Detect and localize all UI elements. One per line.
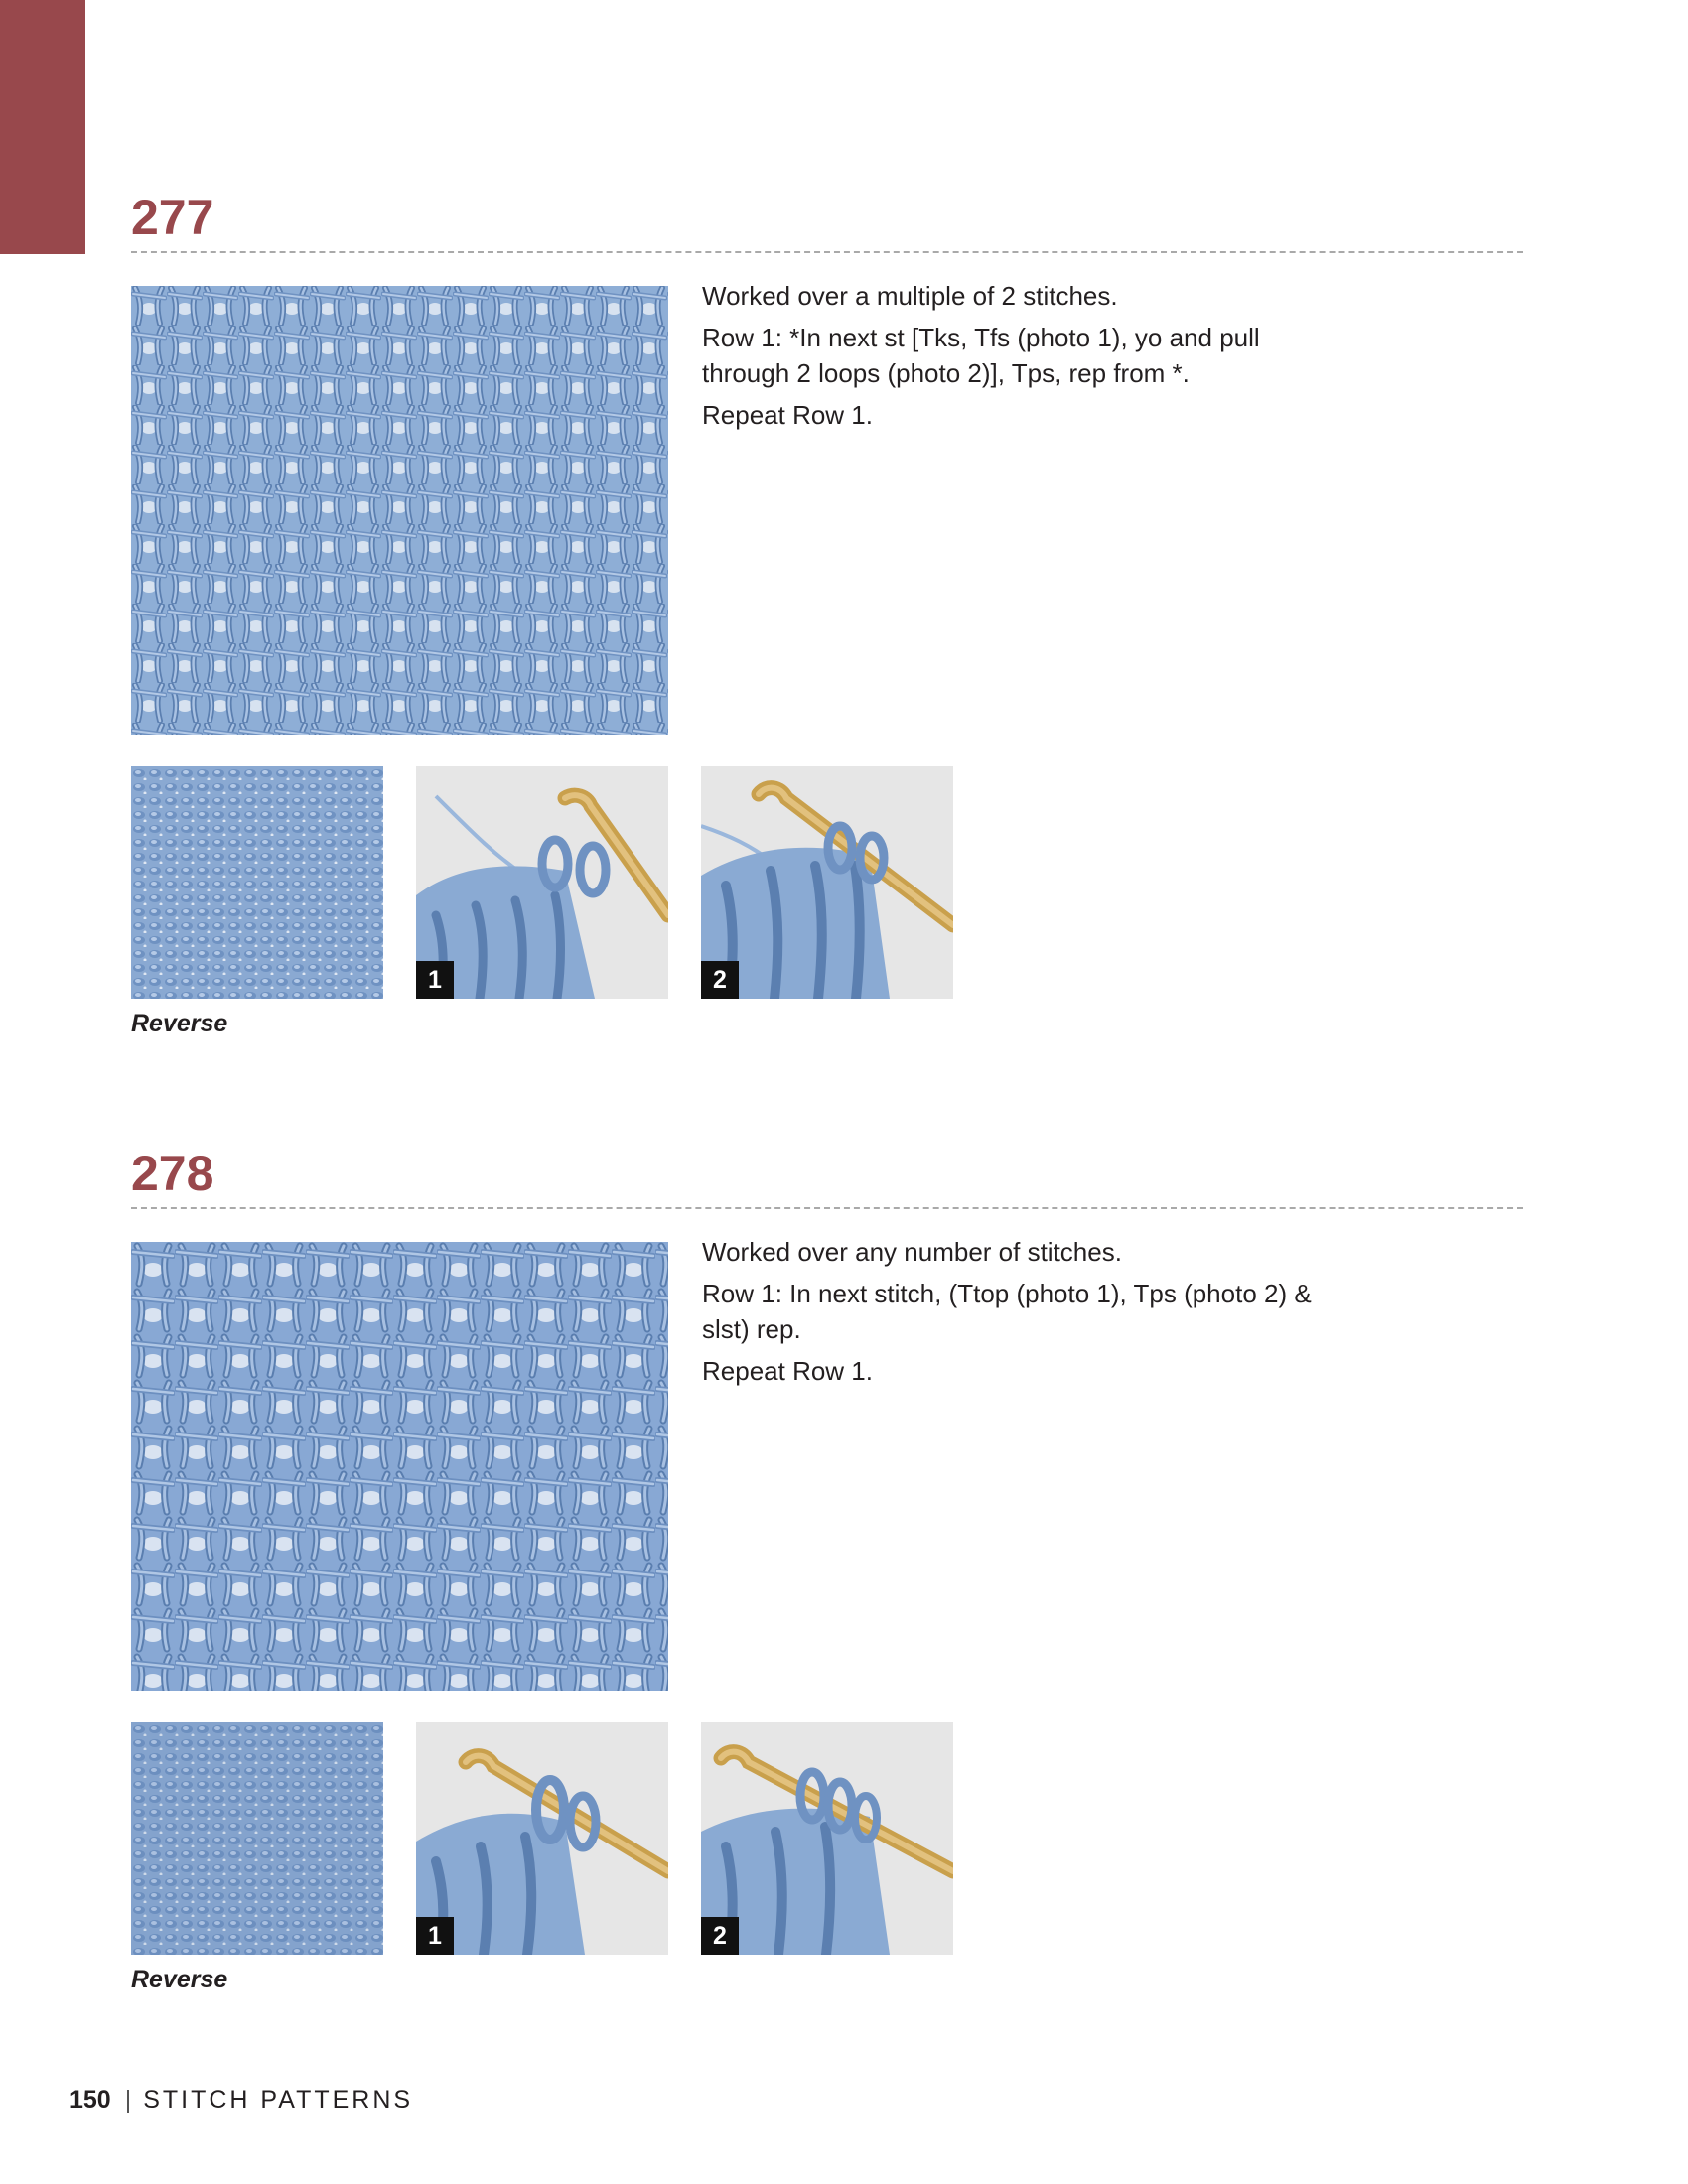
reverse-caption: Reverse bbox=[131, 1966, 228, 1993]
instructions-block bbox=[702, 1234, 1318, 1395]
swatch-photo-reverse bbox=[131, 1722, 383, 1955]
instructions-block bbox=[702, 278, 1318, 439]
swatch-photo-main bbox=[131, 1242, 668, 1691]
footer-separator: | bbox=[124, 2086, 132, 2114]
instruction-line: Row 1: *In next st [Tks, Tfs (photo 1), yo and pull through 2 loops (photo 2)], Tps, rep from *. bbox=[702, 323, 1260, 388]
pattern-number: 277 bbox=[131, 190, 214, 245]
photo-number-badge: 1 bbox=[416, 961, 454, 999]
dashed-divider bbox=[131, 251, 1523, 253]
photo-number-badge: 1 bbox=[416, 1917, 454, 1955]
step-photo-2 bbox=[701, 766, 953, 999]
page-footer bbox=[70, 2085, 413, 2115]
reverse-caption: Reverse bbox=[131, 1010, 228, 1037]
swatch-photo-main bbox=[131, 286, 668, 735]
footer-section-title: STITCH PATTERNS bbox=[143, 2086, 414, 2114]
chapter-accent-tab bbox=[0, 0, 85, 254]
page-number: 150 bbox=[70, 2086, 111, 2114]
step-photo-1 bbox=[416, 1722, 668, 1955]
instruction-line: Worked over a multiple of 2 stitches. bbox=[702, 281, 1118, 311]
photo-number-badge: 2 bbox=[701, 961, 739, 999]
instruction-line: Repeat Row 1. bbox=[702, 1356, 873, 1386]
step-photo-1 bbox=[416, 766, 668, 999]
dashed-divider bbox=[131, 1207, 1523, 1209]
photo-number-badge: 2 bbox=[701, 1917, 739, 1955]
instruction-line: Worked over any number of stitches. bbox=[702, 1237, 1122, 1267]
pattern-number: 278 bbox=[131, 1146, 214, 1201]
swatch-photo-reverse bbox=[131, 766, 383, 999]
instruction-line: Repeat Row 1. bbox=[702, 400, 873, 430]
instruction-line: Row 1: In next stitch, (Ttop (photo 1), Tps (photo 2) & slst) rep. bbox=[702, 1279, 1312, 1344]
step-photo-2 bbox=[701, 1722, 953, 1955]
